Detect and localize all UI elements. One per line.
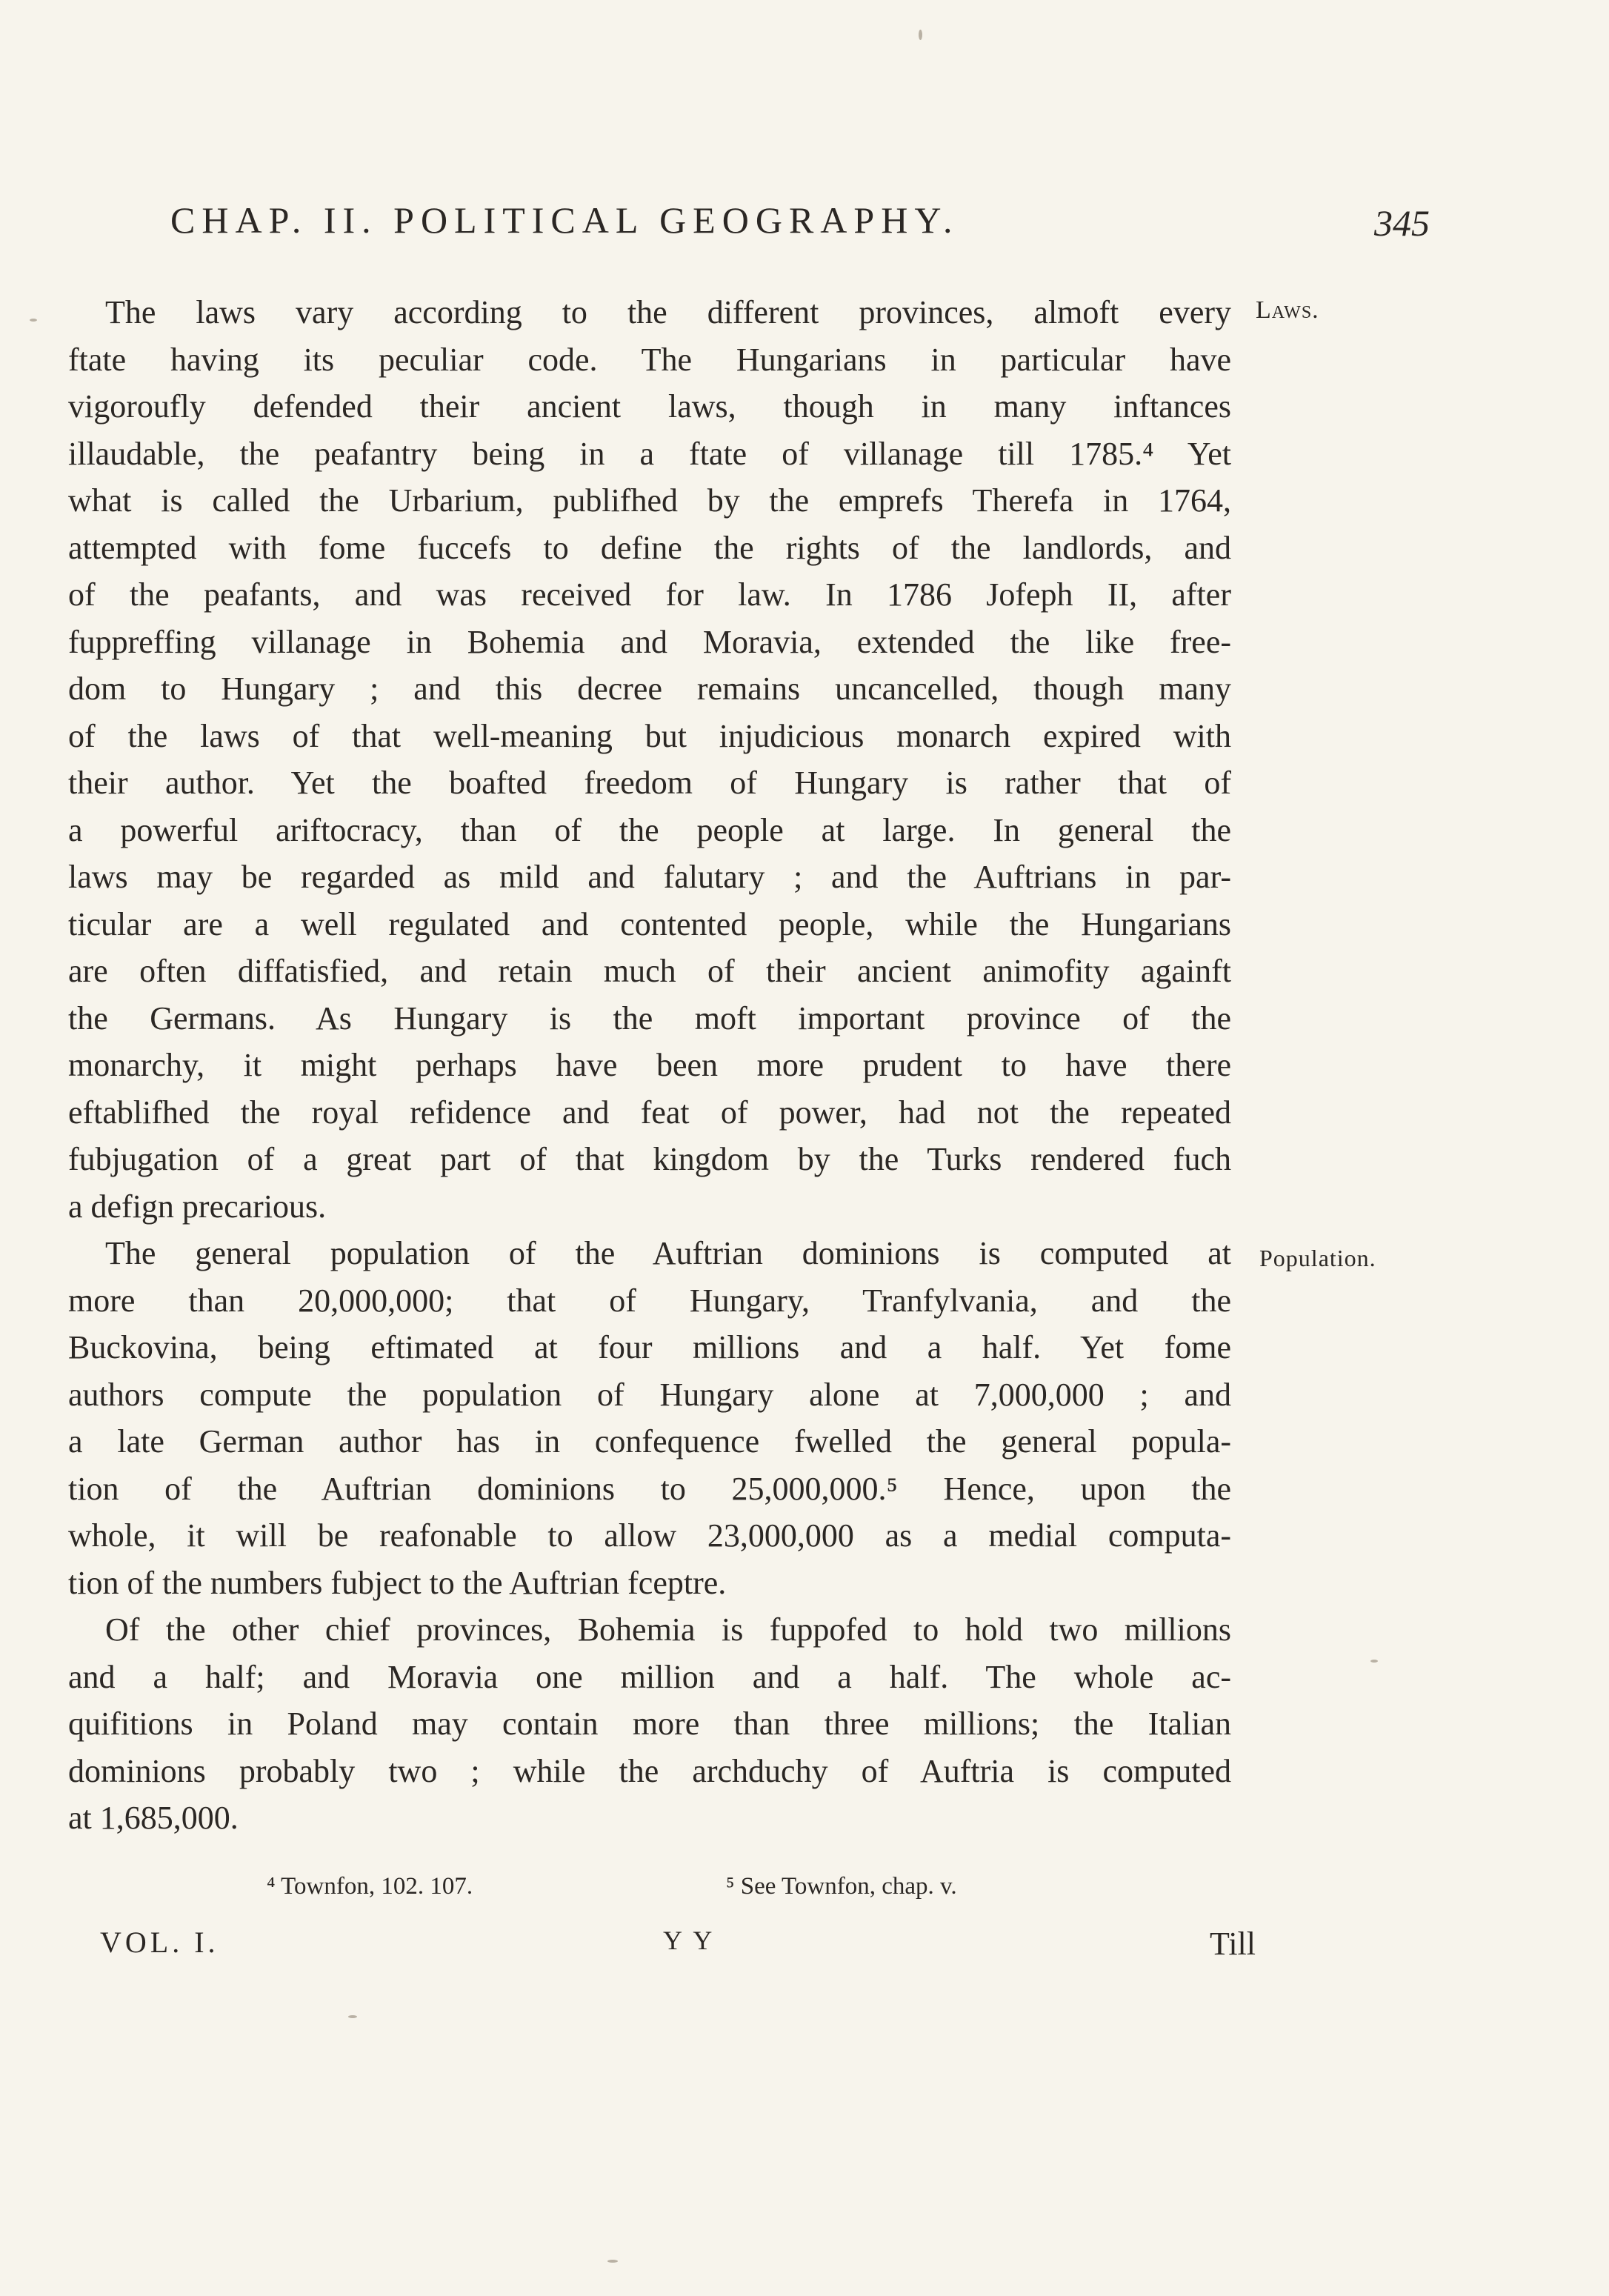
text-line: illaudable, the peafantry being in a ftate of villanage till 1785.⁴ Yet [68, 435, 1231, 472]
paper-speck [919, 30, 922, 40]
running-head: CHAP. II. POLITICAL GEOGRAPHY. [170, 199, 959, 241]
text-line: Of the other chief provinces, Bohemia is fuppofed to hold two millions [105, 1611, 1231, 1648]
text-line: eftablifhed the royal refidence and feat of power, had not the repeated [68, 1094, 1231, 1131]
text-line: tion of the numbers fubject to the Auftrian fceptre. [68, 1564, 727, 1601]
text-line: a powerful ariftocracy, than of the people at large. In general the [68, 811, 1231, 848]
text-line: The general population of the Auftrian dominions is computed at [105, 1235, 1231, 1271]
text-line: what is called the Urbarium, publifhed by the emprefs Therefa in 1764, [68, 482, 1231, 519]
paper-speck [607, 2260, 618, 2263]
page-footer [100, 1925, 1256, 1969]
text-line: ftate having its peculiar code. The Hungarians in particular have [68, 341, 1231, 378]
volume-signature: VOL. I. [100, 1926, 219, 1959]
text-line: quifitions in Poland may contain more than three millions; the Italian [68, 1706, 1231, 1742]
paper-speck [1370, 1660, 1378, 1663]
paper-speck [30, 319, 37, 322]
text-line: vigoroufly defended their ancient laws, though in many inftances [68, 388, 1231, 425]
text-line: tion of the Auftrian dominions to 25,000,000.⁵ Hence, upon the [68, 1470, 1231, 1507]
text-line: laws may be regarded as mild and falutary ; and the Auftrians in par- [68, 859, 1231, 895]
text-line: and a half; and Moravia one million and a half. The whole ac- [68, 1658, 1231, 1695]
text-line: monarchy, it might perhaps have been more prudent to have there [68, 1047, 1231, 1083]
text-line: a defign precarious. [68, 1188, 327, 1225]
text-line: authors compute the population of Hungary alone at 7,000,000 ; and [68, 1376, 1231, 1413]
body-text [68, 289, 1231, 1842]
footnote-5: ⁵ See Townfon, chap. v. [726, 1873, 957, 1900]
paper-speck [348, 2015, 357, 2018]
margin-note-laws: Laws. [1256, 296, 1319, 324]
text-line: attempted with fome fuccefs to define the rights of the landlords, and [68, 529, 1231, 566]
text-line: more than 20,000,000; that of Hungary, Tranfylvania, and the [68, 1282, 1231, 1319]
text-line: dominions probably two ; while the archduchy of Auftria is computed [68, 1752, 1231, 1789]
text-line: their author. Yet the boafted freedom of Hungary is rather that of [68, 765, 1231, 801]
footnote-4: ⁴ Townfon, 102. 107. [267, 1873, 473, 1900]
page-header [170, 199, 1430, 250]
text-line: a late German author has in confequence fwelled the general popula- [68, 1423, 1231, 1460]
page-number: 345 [1374, 202, 1430, 244]
text-line: The laws vary according to the different provinces, almoft every [105, 294, 1231, 330]
text-line: fuppreffing villanage in Bohemia and Moravia, extended the like free- [68, 623, 1231, 660]
text-line: dom to Hungary ; and this decree remains uncancelled, though many [68, 671, 1231, 707]
text-line: Buckovina, being eftimated at four millions and a half. Yet fome [68, 1329, 1231, 1365]
gathering-signature: Y Y [663, 1926, 716, 1955]
text-line: fubjugation of a great part of that kingdom by the Turks rendered fuch [68, 1141, 1231, 1177]
text-line: at 1,685,000. [68, 1800, 239, 1836]
text-line: whole, it will be reafonable to allow 23,000,000 as a medial computa- [68, 1517, 1231, 1554]
catchword: Till [1209, 1926, 1256, 1962]
text-line: are often diffatisfied, and retain much of their ancient animofity againft [68, 953, 1231, 989]
text-line: the Germans. As Hungary is the moft important province of the [68, 999, 1231, 1036]
text-line: of the peafants, and was received for law. In 1786 Jofeph II, after [68, 576, 1231, 613]
text-line: ticular are a well regulated and contented people, while the Hungarians [68, 905, 1231, 942]
margin-note-population: Population. [1259, 1245, 1376, 1271]
text-line: of the laws of that well-meaning but injudicious monarch expired with [68, 717, 1231, 754]
